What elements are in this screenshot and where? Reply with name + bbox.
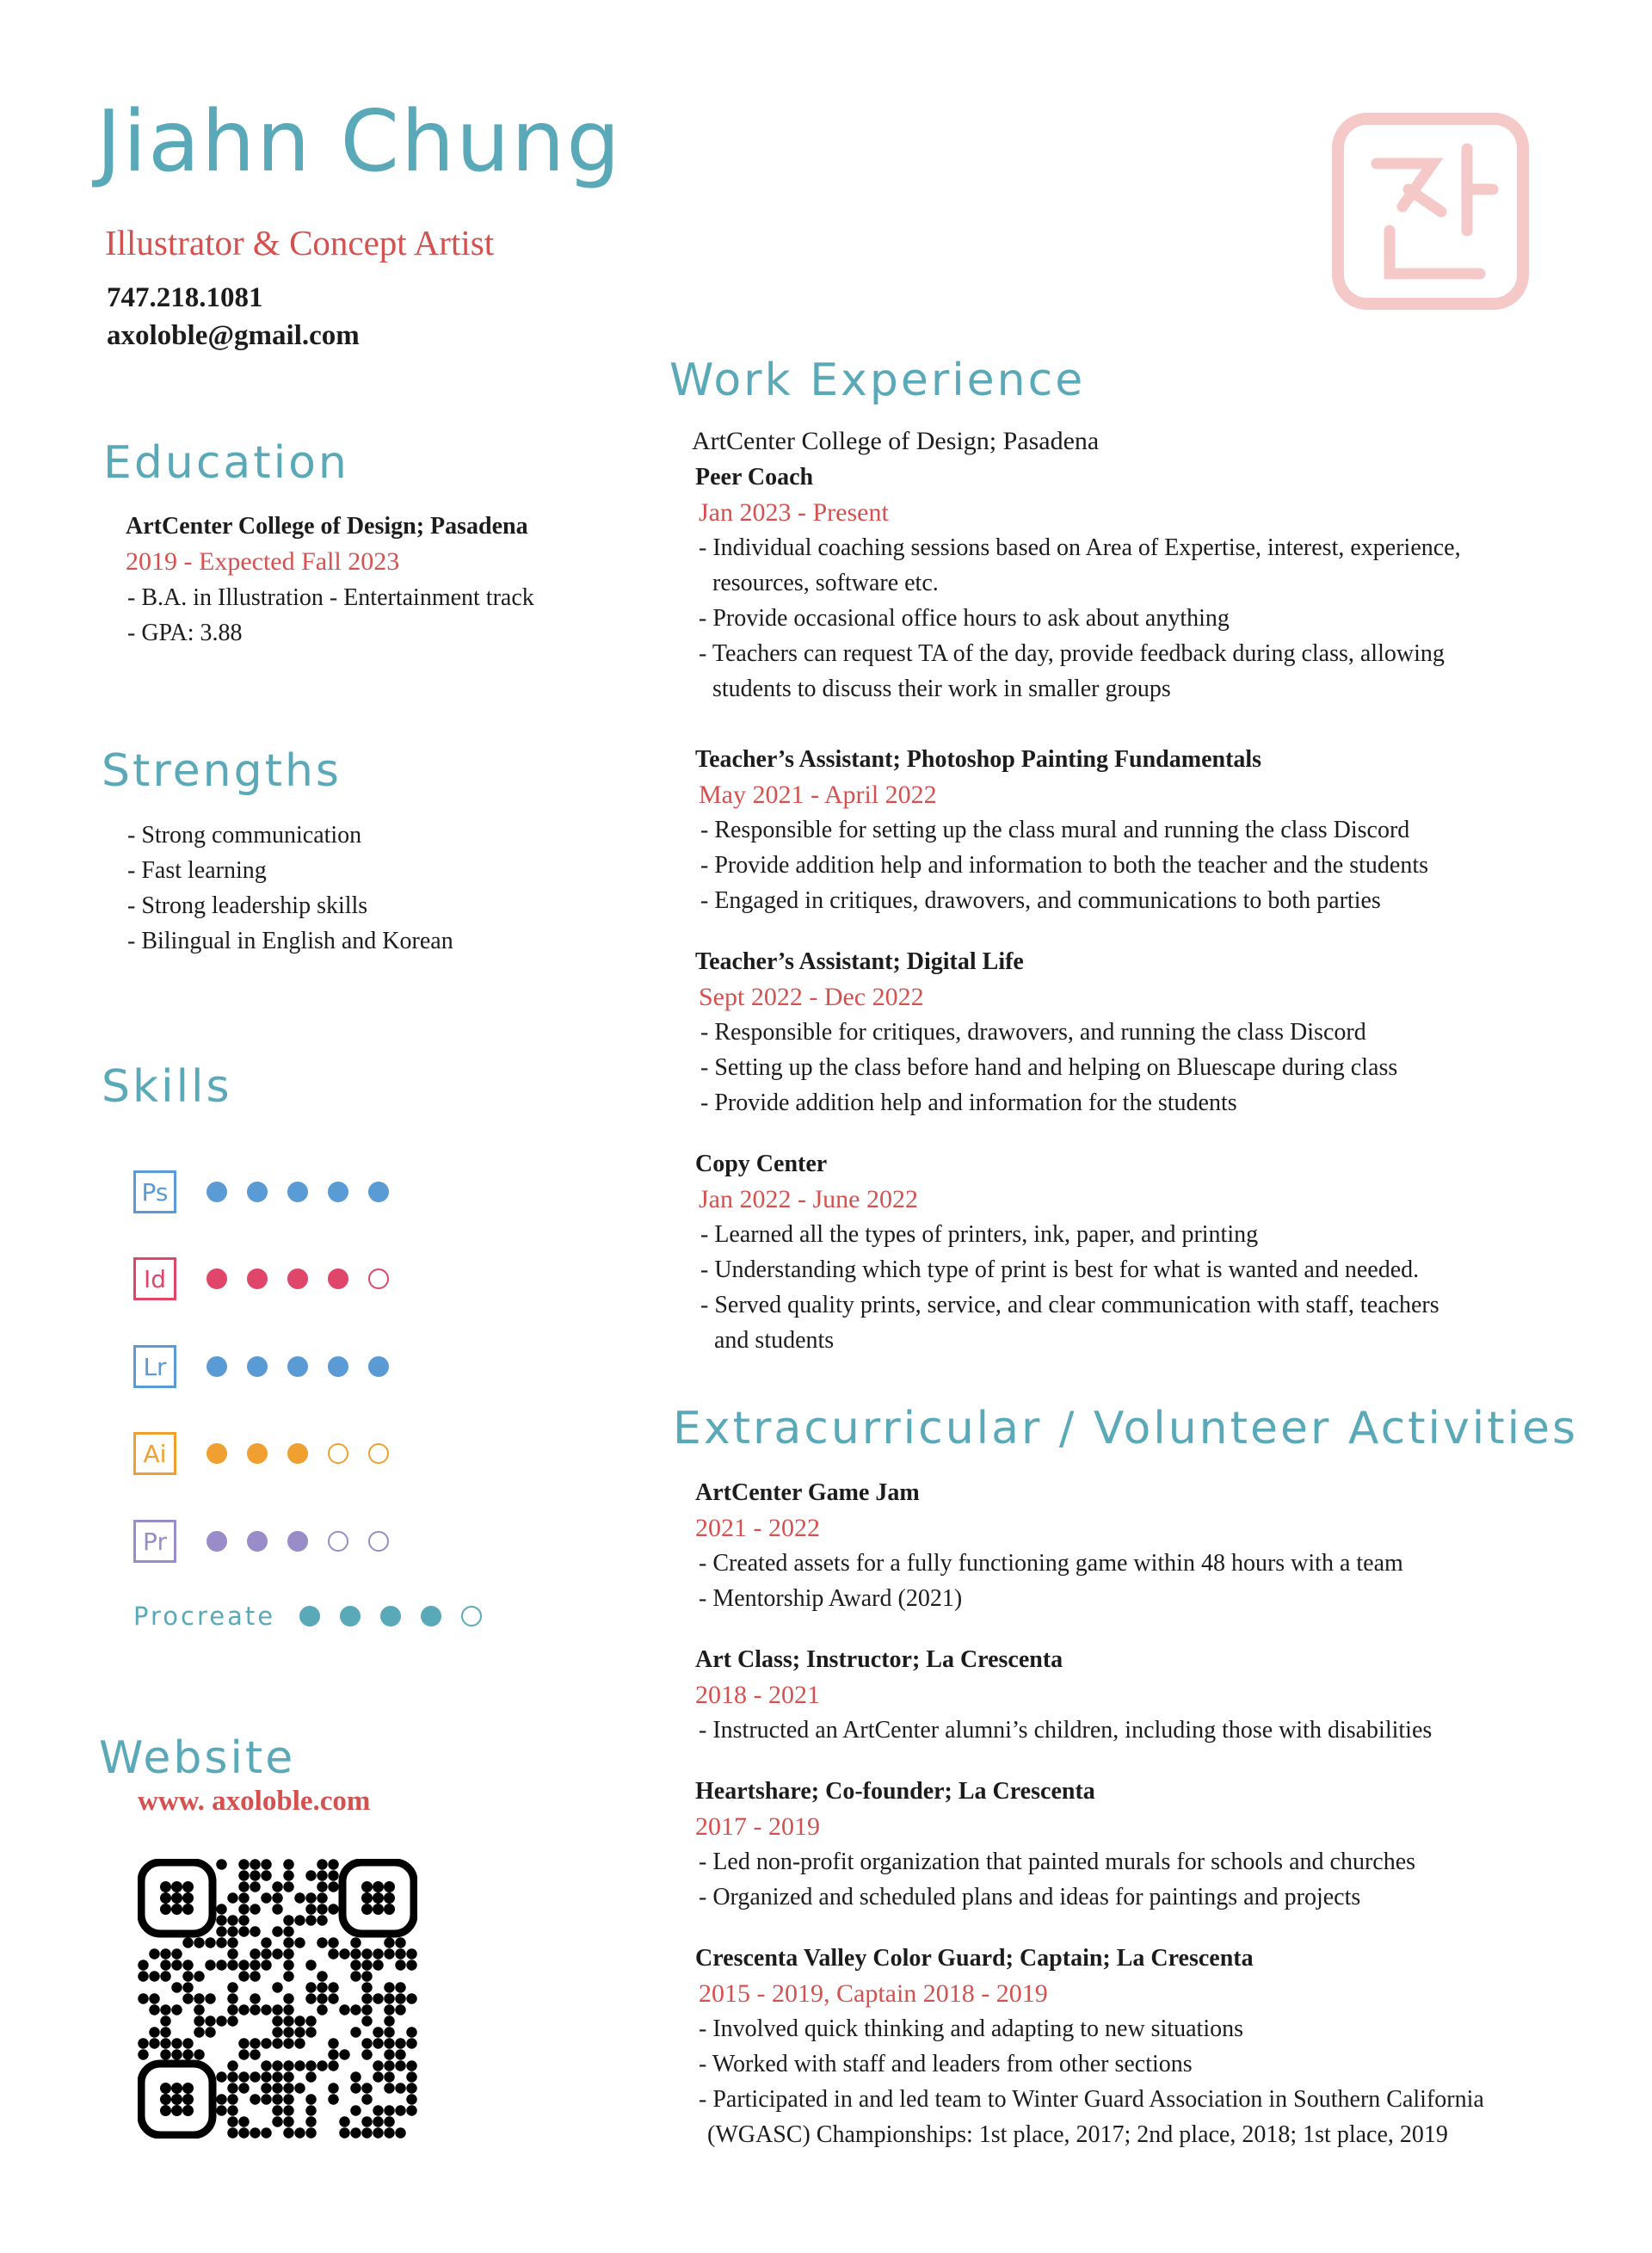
qr-finder-pattern [342,1862,414,1934]
skill-level-dots [206,1531,389,1552]
extracurricular-heading: Extracurricular / Volunteer Activities [673,1403,1579,1454]
activity-dates: 2017 - 2019 [695,1812,820,1841]
skill-dot-empty [368,1443,389,1464]
activity-title: Heartshare; Co-founder; La Crescenta [695,1778,1095,1805]
education-degree: - B.A. in Illustration - Entertainment track [127,584,534,611]
work-role-title: Copy Center [695,1151,828,1177]
skill-dot-filled [340,1606,361,1626]
work-role-item: - Served quality prints, service, and clear communication with staff, teachers [700,1292,1439,1318]
work-role-item: - Understanding which type of print is best for what is wanted and needed. [700,1256,1420,1283]
activity-title: Crescenta Valley Color Guard; Captain; La Crescenta [695,1945,1254,1972]
work-role-item: - Setting up the class before hand and helping on Bluescape during class [700,1054,1398,1081]
activity-item: (WGASC) Championships: 1st place, 2017; 2nd place, 2018; 1st place, 2019 [707,2121,1448,2148]
skill-dot-empty [328,1443,348,1464]
activity-dates: 2018 - 2021 [695,1681,820,1709]
activity-title: ArtCenter Game Jam [695,1479,920,1506]
skill-row-ps [133,1168,389,1216]
activity-item: - Involved quick thinking and adapting to new situations [699,2015,1244,2042]
skill-dot-filled [421,1606,441,1626]
skill-dot-filled [287,1182,308,1202]
ai-app-icon: Ai [133,1432,176,1475]
skill-dot-filled [206,1356,227,1377]
website-link[interactable]: www. axoloble.com [138,1786,371,1817]
skill-dot-empty [461,1606,482,1626]
work-role-title: Peer Coach [695,464,814,491]
skill-dot-filled [247,1531,268,1552]
skill-level-dots [206,1268,389,1289]
skill-dot-filled [206,1182,227,1202]
ps-app-icon: Ps [133,1170,176,1213]
activity-item: - Led non-profit organization that painted murals for schools and churches [699,1849,1416,1875]
education-dates: 2019 - Expected Fall 2023 [126,547,400,576]
skill-dot-empty [368,1531,389,1552]
work-experience-heading: Work Experience [669,355,1086,406]
skill-dot-filled [368,1356,389,1377]
work-role-dates: Jan 2022 - June 2022 [699,1185,918,1213]
skill-dot-filled [380,1606,401,1626]
activity-dates: 2021 - 2022 [695,1514,820,1542]
pr-app-icon: Pr [133,1520,176,1563]
skill-dot-filled [328,1182,348,1202]
skill-level-dots [206,1182,389,1202]
skill-dot-filled [247,1443,268,1464]
work-role-item: - Engaged in critiques, drawovers, and communications to both parties [700,887,1381,914]
skill-dot-filled [247,1268,268,1289]
skill-level-dots [206,1443,389,1464]
skill-row-pr [133,1517,389,1565]
skill-dot-filled [287,1443,308,1464]
name-heading: Jiahn Chung [96,93,622,191]
work-role-item: resources, software etc. [712,570,939,596]
job-title: Illustrator & Concept Artist [105,223,495,262]
skill-dot-filled [287,1531,308,1552]
activity-item: - Organized and scheduled plans and ideas for paintings and projects [699,1884,1361,1910]
activity-item: - Created assets for a fully functioning game within 48 hours with a team [699,1550,1403,1577]
id-app-icon: Id [133,1257,176,1300]
work-role-item: - Provide occasional office hours to ask about anything [699,605,1230,632]
skill-level-dots [206,1356,389,1377]
skill-row-procreate [133,1592,482,1640]
activity-item: - Participated in and led team to Winter Guard Association in Southern California [699,2086,1484,2113]
work-role-item: and students [714,1327,835,1354]
skill-dot-empty [328,1531,348,1552]
skill-row-ai [133,1429,389,1478]
strength-item: - Strong leadership skills [127,892,368,919]
strength-item: - Bilingual in English and Korean [127,928,453,954]
skill-dot-filled [287,1268,308,1289]
education-heading: Education [103,437,349,489]
strength-item: - Fast learning [127,857,267,884]
work-role-item: - Individual coaching sessions based on Area of Expertise, interest, experience, [699,534,1461,561]
skill-dot-filled [328,1356,348,1377]
work-role-dates: Jan 2023 - Present [699,498,889,527]
work-role-title: Teacher’s Assistant; Digital Life [695,948,1024,975]
skill-level-dots [299,1606,482,1626]
skill-row-id [133,1255,389,1303]
skill-dot-filled [328,1268,348,1289]
name-seal-logo [1329,110,1532,312]
work-role-item: - Learned all the types of printers, ink, paper, and printing [700,1221,1259,1248]
strengths-heading: Strengths [102,745,342,797]
education-gpa: - GPA: 3.88 [127,620,243,646]
qr-finder-pattern [141,2064,213,2135]
skill-dot-filled [247,1356,268,1377]
skill-row-lr [133,1343,389,1391]
activity-dates: 2015 - 2019, Captain 2018 - 2019 [699,1979,1048,2008]
lr-app-icon: Lr [133,1345,176,1388]
phone-number: 747.218.1081 [107,282,263,313]
work-role-title: Teacher’s Assistant; Photoshop Painting Fundamentals [695,746,1262,773]
strength-item: - Strong communication [127,822,362,849]
email-address: axoloble@gmail.com [107,320,360,351]
skill-dot-filled [206,1443,227,1464]
skill-dot-filled [368,1182,389,1202]
activity-item: - Mentorship Award (2021) [699,1585,963,1612]
skills-heading: Skills [102,1061,232,1113]
work-role-dates: Sept 2022 - Dec 2022 [699,983,924,1011]
website-heading: Website [99,1732,296,1784]
work-role-item: - Responsible for critiques, drawovers, and running the class Discord [700,1019,1366,1046]
qr-finder-pattern [141,1862,213,1934]
work-org: ArtCenter College of Design; Pasadena [692,427,1100,455]
skill-dot-filled [206,1268,227,1289]
work-role-item: - Teachers can request TA of the day, provide feedback during class, allowing [699,640,1445,667]
work-role-item: - Responsible for setting up the class mural and running the class Discord [700,817,1410,843]
qr-code[interactable] [138,1859,417,2139]
procreate-label: Procreate [133,1602,276,1631]
activity-item: - Worked with staff and leaders from other sections [699,2051,1193,2077]
work-role-dates: May 2021 - April 2022 [699,781,937,809]
education-school: ArtCenter College of Design; Pasadena [126,513,528,540]
work-role-item: students to discuss their work in smaller groups [712,676,1171,702]
work-role-item: - Provide addition help and information to both the teacher and the students [700,852,1429,879]
work-role-item: - Provide addition help and information for the students [700,1089,1237,1116]
skill-dot-filled [287,1356,308,1377]
skill-dot-filled [299,1606,320,1626]
skill-dot-filled [247,1182,268,1202]
skill-dot-empty [368,1268,389,1289]
activity-title: Art Class; Instructor; La Crescenta [695,1646,1063,1673]
skill-dot-filled [206,1531,227,1552]
activity-item: - Instructed an ArtCenter alumni’s children, including those with disabilities [699,1717,1433,1744]
